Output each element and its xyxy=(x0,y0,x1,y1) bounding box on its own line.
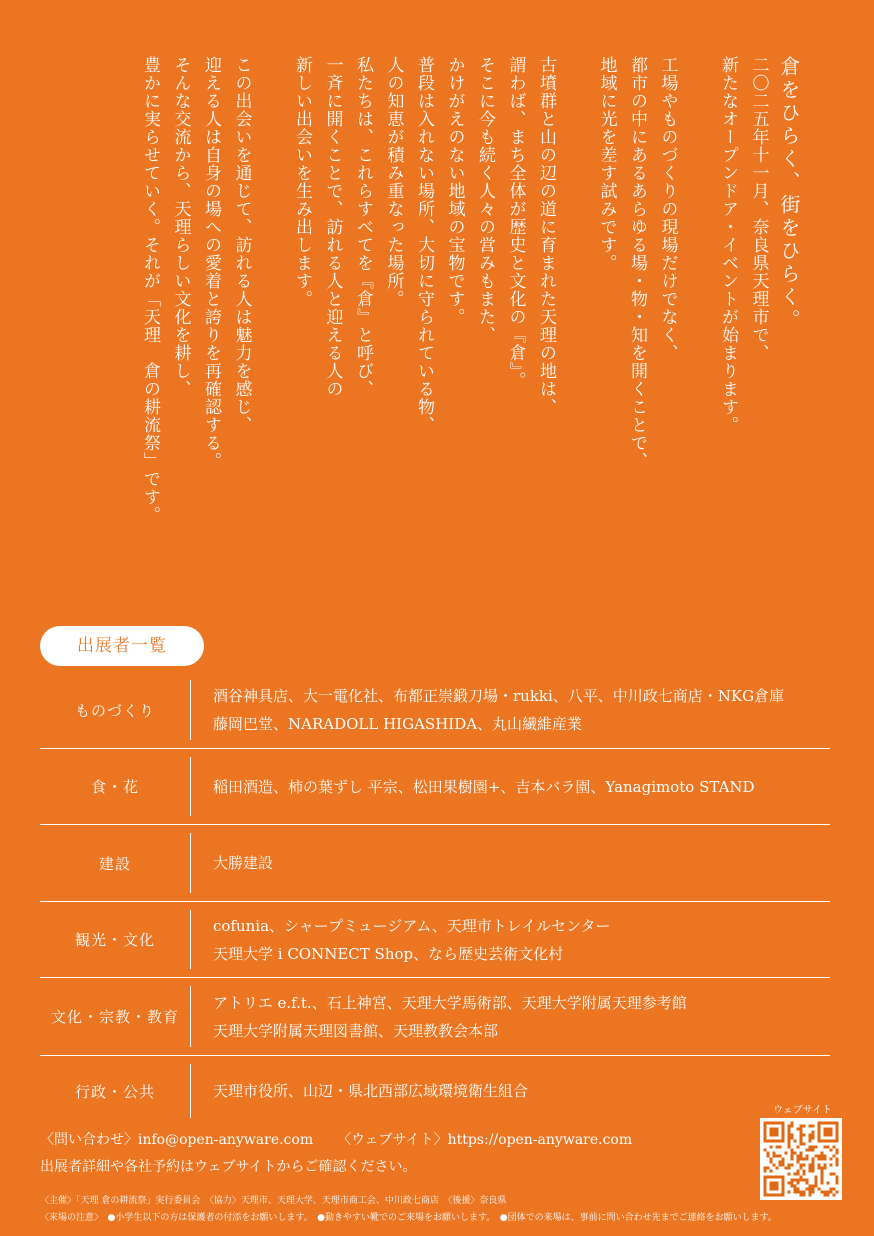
intro-line: 豊かに実らせていく。それが「天理 倉の耕流祭」です。 xyxy=(140,56,160,524)
exhibitor-row xyxy=(40,825,830,902)
qr-code[interactable] xyxy=(760,1118,842,1200)
exhibitor-row xyxy=(40,1056,830,1126)
intro-paragraph-2 xyxy=(591,56,683,566)
intro-line: 普段は入れない場所、大切に守られている物、 xyxy=(414,56,434,434)
inquiry-email[interactable]: 〈問い合わせ〉info@open-anyware.com xyxy=(40,1132,314,1148)
exhibitor-category: 観光・文化 xyxy=(74,931,155,949)
exhibitor-category: 行政・公共 xyxy=(74,1082,155,1101)
exhibitor-line: 藤岡巴堂、NARADOLL HIGASHIDA、丸山繊維産業 xyxy=(213,715,583,733)
exhibitor-line: 大勝建設 xyxy=(213,854,274,872)
exhibitors-heading: 出展者一覧 xyxy=(40,626,204,666)
intro-line: 地域に光を差す試みです。 xyxy=(596,56,617,272)
exhibitor-names xyxy=(191,682,784,738)
exhibitor-names xyxy=(191,773,755,801)
intro-line: 古墳群と山の辺の道に育まれた天理の地は、 xyxy=(536,56,556,416)
exhibitor-line: 酒谷神具店、大一電化社、布都正崇鍛刀場・rukki、八平、中川政七商店・NKG倉庫 xyxy=(213,687,785,705)
exhibitor-category: 文化・宗教・教育 xyxy=(50,1008,179,1026)
intro-line: 私たちは、これらすべてを『倉』と呼び、 xyxy=(353,56,373,398)
organizer-credits: 〈主催〉「天理 倉の耕流祭」実行委員会 〈協力〉天理市、天理大学、天理市商工会、中川政七商店 〈後援〉奈良県 xyxy=(40,1196,507,1206)
exhibitor-names xyxy=(191,989,687,1045)
intro-paragraph-4 xyxy=(135,56,257,566)
intro-line: 一斉に開くことで、訪れる人と迎える人の xyxy=(322,56,343,398)
intro-line: 工場やものづくりの現場だけでなく、 xyxy=(657,56,678,362)
exhibitor-row xyxy=(40,672,830,749)
exhibitor-row xyxy=(40,978,830,1056)
qr-label: ウェブサイト xyxy=(773,1105,832,1116)
intro-line: この出会いを通じて、訪れる人は魅力を感じ、 xyxy=(231,56,252,434)
contact-note: 出展者詳細や各社予約はウェブサイトからご確認ください。 xyxy=(40,1159,417,1175)
intro-line: 新しい出会いを生み出します。 xyxy=(292,56,312,308)
intro-paragraph-1 xyxy=(713,56,774,566)
exhibitor-category: 食・花 xyxy=(90,778,139,796)
intro-text xyxy=(105,56,805,566)
exhibitor-row xyxy=(40,749,830,825)
intro-paragraph-3 xyxy=(287,56,562,566)
intro-line: 謂わば、まち全体が歴史と文化の『倉』。 xyxy=(505,56,526,390)
exhibitor-category: 建設 xyxy=(98,854,131,873)
exhibitor-line: 天理市役所、山辺・県北西部広域環境衛生組合 xyxy=(213,1082,529,1100)
intro-line: そんな交流から、天理らしい文化を耕し、 xyxy=(170,56,191,398)
visitor-notes: 〈来場の注意〉 ●小学生以下の方は保護者の付添をお願いします。 ●動きやすい靴でのご来場をお願いします。 ●団体での来場は、事前に問い合わせ先までご連絡をお願いします。 xyxy=(40,1213,777,1223)
exhibitor-line: アトリエ e.f.t.、石上神宮、天理大学馬術部、天理大学附属天理参考館 xyxy=(213,993,687,1012)
website-link[interactable]: 〈ウェブサイト〉https://open-anyware.com xyxy=(337,1132,633,1148)
exhibitor-line: 天理大学附属天理図書館、天理教教会本部 xyxy=(213,1021,499,1040)
intro-line: 都市の中にあるあらゆる場・物・知を開くことで、 xyxy=(627,56,647,470)
intro-line: かけがえのない地域の宝物です。 xyxy=(444,56,465,326)
exhibitor-names xyxy=(191,849,273,877)
exhibitor-names xyxy=(191,1077,528,1105)
exhibitor-row xyxy=(40,902,830,978)
exhibitor-category: ものづくり xyxy=(74,701,155,720)
intro-title: 倉をひらく、街をひらく。 xyxy=(777,56,801,332)
intro-line: そこに今も続く人々の営みもまた、 xyxy=(475,56,495,344)
exhibitors-table xyxy=(40,672,830,1126)
intro-line: 二〇二五年十一月、奈良県天理市で、 xyxy=(748,56,769,362)
qr-code-icon xyxy=(760,1118,842,1200)
exhibitor-line: cofunia、シャープミュージアム、天理市トレイルセンター xyxy=(213,916,611,935)
exhibitor-line: 稲田酒造、柿の葉ずし 平宗、松田果樹園+、吉本バラ園、Yanagimoto STAND xyxy=(213,777,755,796)
intro-line: 迎える人は自身の場への愛着と誇りを再確認する。 xyxy=(201,56,221,470)
exhibitor-names xyxy=(191,912,610,968)
exhibitor-line: 天理大学 i CONNECT Shop、なら歴史芸術文化村 xyxy=(213,944,564,963)
contact-info xyxy=(40,1127,632,1181)
credits xyxy=(40,1193,777,1227)
intro-line: 新たなオープンドア・イベントが始まります。 xyxy=(718,56,738,434)
intro-line: 人の知恵が積み重なった場所。 xyxy=(383,56,404,308)
